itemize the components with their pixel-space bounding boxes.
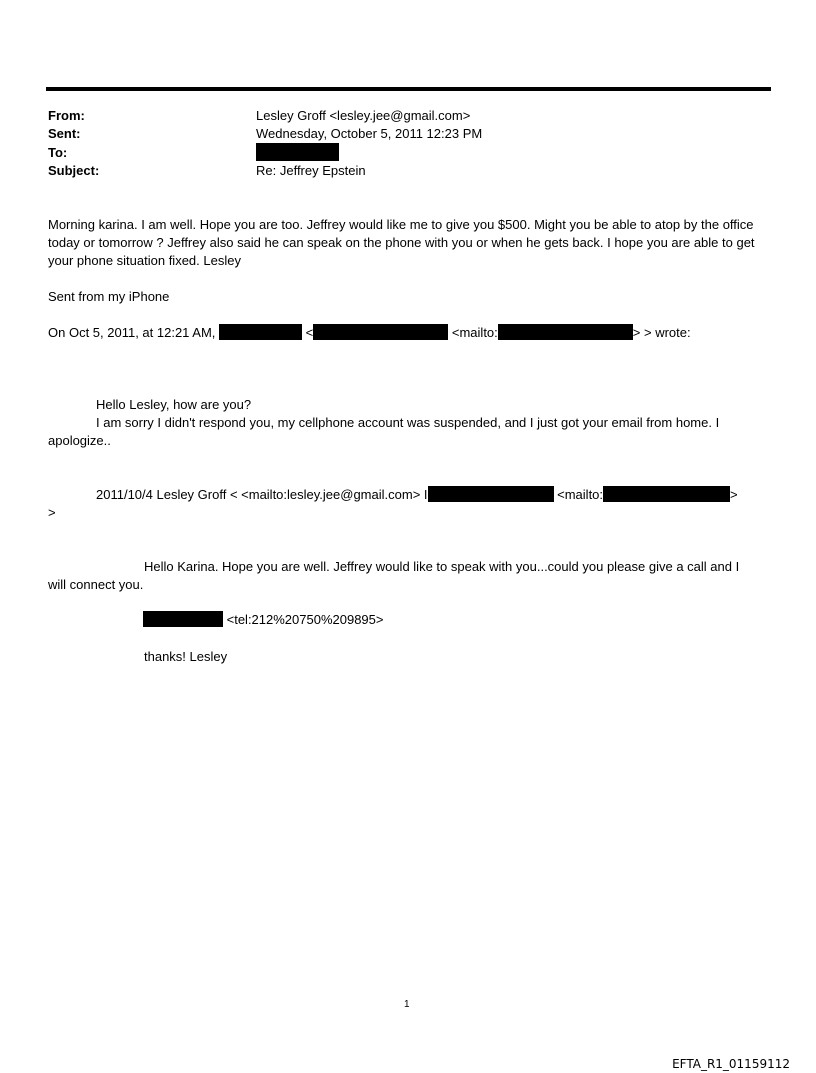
from-value: Lesley Groff <lesley.jee@gmail.com>: [256, 108, 471, 123]
quote-intro-line: [48, 324, 691, 342]
quote2-mailto: <mailto:: [557, 487, 604, 502]
thanks-line: thanks! Lesley: [144, 649, 228, 664]
reply-greeting: Hello Lesley, how are you?: [96, 397, 252, 412]
signature: Sent from my iPhone: [48, 289, 170, 304]
reply-line-1: I am sorry I didn't respond you, my cellphone account was suspended, and I just got your email from home. I: [96, 415, 720, 430]
inner-line-1: Hello Karina. Hope you are well. Jeffrey would like to speak with you...could you please give a call and I: [144, 559, 740, 574]
to-label: To:: [48, 145, 68, 160]
redaction-mailto-2: [603, 486, 730, 502]
page-number: 1: [404, 999, 410, 1010]
header-rule: [46, 87, 771, 91]
redaction-mailto: [498, 324, 633, 340]
reply-line-2: apologize..: [48, 433, 111, 448]
redaction-phone: [143, 611, 223, 627]
tel-text: <tel:212%20750%209895>: [226, 612, 384, 627]
message-body: Morning karina. I am well. Hope you are too. Jeffrey would like me to give you $500. Might you be able to atop by the office today or tomorrow ? Jeffrey also said he can speak on the phone with you or when he gets back. I hope you are able to get your phone situation fixed. Lesley: [48, 217, 755, 268]
redaction-email-2: [428, 486, 554, 502]
from-label: From:: [48, 108, 85, 123]
subject-label: Subject:: [48, 163, 100, 178]
document-id: EFTA_R1_01159112: [672, 1057, 790, 1071]
quote-intro-start: On Oct 5, 2011, at 12:21 AM,: [48, 325, 216, 340]
sent-label: Sent:: [48, 126, 81, 141]
quote2-line: [96, 486, 738, 504]
quote2-prefix: 2011/10/4 Lesley Groff < <mailto:lesley.jee@gmail.com> I: [96, 487, 428, 502]
quote-intro-mailto: <mailto:: [451, 325, 498, 340]
quote2-end: >: [730, 487, 738, 502]
quote-intro-lt: <: [305, 325, 314, 340]
inner-line-2: will connect you.: [48, 577, 144, 592]
sent-value: Wednesday, October 5, 2011 12:23 PM: [256, 126, 483, 141]
quote2-wrap: >: [48, 505, 56, 520]
subject-value: Re: Jeffrey Epstein: [256, 163, 366, 178]
quote-intro-end: > > wrote:: [632, 325, 691, 340]
redaction-email: [313, 324, 448, 340]
tel-line: [143, 611, 384, 629]
to-redaction: [256, 143, 339, 161]
redaction-name: [219, 324, 302, 340]
